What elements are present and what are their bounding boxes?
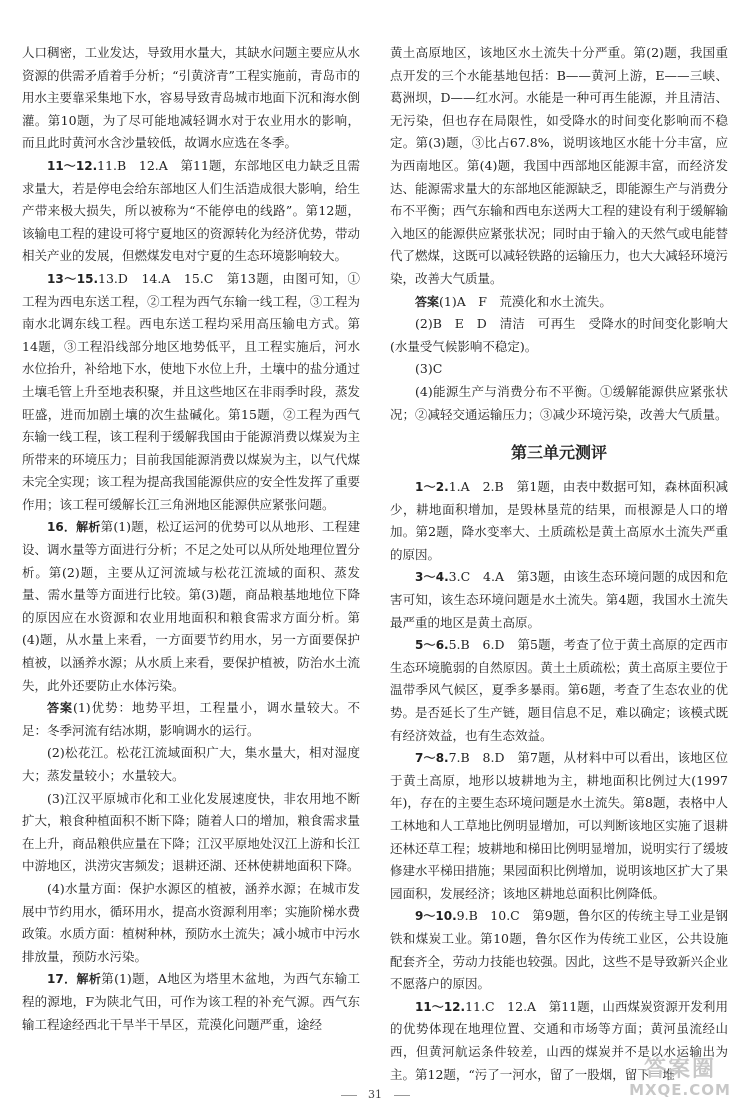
paragraph-text: 11.B 12.A 第11题，东部地区电力缺乏且需求量大，若是停电会给东部地区人们生活造成很大影响，给生产带来极大损失，所以被称为“不能停电的线路”。第12题，该输电工程的建设可将宁夏地区的资源转化为经济优势，带动相关产业的发展，但燃煤发电对宁夏的生态环境影响较大。 — [22, 157, 360, 264]
paragraph-text: 5.B 6.D 第5题，考查了位于黄土高原的定西市生态环境脆弱的自然原因。黄土土质疏松；黄土高原主要位于温带季风气候区，夏季多暴雨。第6题，考查了生态农业的优势。是否延长了生产链，题目信息不足，难以确定；该模式既有经济效益，也有生态效益。 — [390, 637, 729, 743]
paragraph-text: (2)松花江。松花江流域面积广大，集水量大，相对湿度大；蒸发量较小；水量较大。 — [22, 745, 360, 783]
paragraph — [390, 358, 728, 381]
question-label: 9～10. — [415, 909, 457, 924]
paragraph-text: (2)B E D 清洁 可再生 受降水的时间变化影响大(水量受气候影响不稳定)。 — [390, 316, 728, 354]
paragraph-text: 第(1)题，松辽运河的优势可以从地形、工程建设、调水量等方面进行分析；不足之处可以从所处地理位置分析。第(2)题，主要从辽河流域与松花江流域的面积、蒸发量、需水量等方面进行比较。第(3)题，商品粮基地地位下降的原因应在水资源和农业用地面积和粮食需求方面分析。第(4)题，从水量上来看，一方面要节约用水，另一方面要保护植被，以涵养水源；从水质上来看，要保护植被，防治水土流失，此外还要防止水体污染。 — [22, 519, 360, 693]
page-number: 31 — [368, 1088, 382, 1101]
paragraph — [22, 155, 360, 268]
right-column-bottom — [390, 476, 728, 1086]
paragraph-text: 人口稠密，工业发达，导致用水量大，其缺水问题主要应从水资源的供需矛盾着手分析；“引黄济青”工程实施前，青岛市的用水主要靠采集地下水，容易导致青岛城市地面下沉和海水倒灌。第10题，为了尽可能地减轻调水对于农业用水的影响，而且此时黄河水含沙量较低，故调水应选在冬季。 — [22, 45, 360, 151]
paragraph — [22, 742, 360, 787]
question-label: 11～12. — [415, 999, 466, 1014]
question-label: 3～4. — [415, 570, 449, 585]
paragraph-text: (1)A F 荒漠化和水土流失。 — [439, 293, 612, 309]
question-label: 11～12. — [47, 158, 98, 173]
question-label: 16．解析 — [47, 520, 101, 535]
paragraph — [22, 516, 360, 697]
question-label: 17．解析 — [47, 972, 102, 987]
paragraph — [390, 291, 728, 314]
paragraph — [390, 566, 728, 634]
paragraph — [22, 788, 360, 878]
question-label: 答案 — [415, 294, 440, 309]
paragraph-text: 9.B 10.C 第9题，鲁尔区的传统主导工业是钢铁和煤炭工业。第10题，鲁尔区作为传统工业区，公共设施配套齐全，劳动力技能也较强。因此，这些不是导致新兴企业不愿落户的原因。 — [390, 908, 729, 992]
right-column-top — [390, 42, 728, 426]
paragraph — [390, 313, 728, 358]
footer-rule-right — [394, 1095, 410, 1096]
paragraph-text: (1)优势：地势平坦，工程量小，调水量较大。不足：冬季河流有结冰期，影响调水的运行。 — [22, 700, 360, 738]
question-label: 答案 — [47, 701, 73, 716]
paragraph — [22, 968, 360, 1036]
paragraph — [390, 905, 728, 995]
paragraph-text: (4)水量方面：保护水源区的植被，涵养水源；在城市发展中节约用水，循环用水，提高水资源利用率；实施阶梯水费政策。水质方面：植树种林，预防水土流失；减小城市中污水排放量，预防水污染。 — [22, 880, 360, 964]
left-column — [22, 42, 360, 1072]
paragraph-text: 13.D 14.A 15.C 第13题，由图可知，①工程为西电东送工程，②工程为西气东输一线工程，③工程为南水北调东线工程。西电东送工程均采用高压输电方式。第14题，③工程沿线部分地区地势低平，且工程实施后，河水水位抬升，补给地下水，使地下水位上升，土壤中的盐分通过土壤毛管上升至地表积聚，并且这些地区在非雨季时段，蒸发旺盛，进而加剧土壤的次生盐碱化。第15题，②工程为西气东输一线工程，该工程利于缓解我国由于能源消费以煤炭为主所带来的环境压力；目前我国能源消费以煤炭为主，以气代煤未完全实现；该工程为提高我国能源供应的安全性发挥了重要作用；该工程可缓解长江三角洲地区能源供应紧张问题。 — [22, 270, 360, 512]
right-column — [390, 42, 729, 1082]
paragraph — [22, 268, 360, 517]
paragraph-text: 第(1)题，A地区为塔里木盆地，为西气东输工程的源地，F为陕北气田，可作为该工程的补充气源。西气东输工程途经西北干旱半干旱区，荒漠化问题严重，途经 — [22, 971, 361, 1032]
paragraph-text: 1.A 2.B 第1题，由表中数据可知，森林面积减少，耕地面积增加，是毁林垦荒的结果，而根源是人口的增加。第2题，降水变率大、土质疏松是黄土高原水土流失严重的原因。 — [390, 479, 728, 562]
paragraph-text: 11.C 12.A 第11题，山西煤炭资源开发利用的优势体现在地理位置、交通和市场等方面；黄河虽流经山西，但黄河航运条件较差，山西的煤炭并不是以水运输出为主。第12题，“污了一河水，留了一股烟，留下一堆 — [390, 998, 728, 1082]
paragraph — [390, 381, 728, 426]
paragraph — [22, 697, 360, 742]
paragraph — [22, 42, 360, 155]
watermark-top-text: 答案圈 — [643, 1057, 716, 1082]
paragraph-text: 7.B 8.D 第7题，从材料中可以看出，该地区位于黄土高原，地形以坡耕地为主，耕地面积比例过大(1997年)，存在的主要生态环境问题是水土流失。第8题，表格中人工林地和人工草地比例明显增加，可以判断该地区实施了退耕还林还草工程；坡耕地和梯田比例明显增加，说明实行了缓坡修建水平梯田措施；果园面积比例增加，说明该地区扩大了果园面积，发展经济；该地区耕地总面积比例降低。 — [390, 750, 729, 901]
paragraph — [390, 634, 728, 747]
section-title: 第三单元测评 — [510, 443, 607, 463]
question-label: 5～6. — [415, 638, 449, 653]
paragraph — [390, 476, 728, 566]
paragraph — [22, 878, 360, 968]
paragraph-text: 黄土高原地区，该地区水土流失十分严重。第(2)题，我国重点开发的三个水能基地包括：B——黄河上游，E——三峡、葛洲坝，D——红水河。水能是一种可再生能源，并且清洁、无污染，但也存在局限性，如受降水的时间变化影响而不稳定。第(3)题，③比占67.8%，说明该地区水能十分丰富，应为西南地区。第(4)题，我国中西部地区能源丰富，而经济发达、能源需求量大的东部地区能源缺乏，即能源生产与消费分布不平衡；西气东输和西电东送两大工程的建设有利于缓解输入地区的能源供应紧张状况；同时由于输入的天然气或电能替代了燃煤，这既可以减轻铁路的运输压力，也大大减轻环境污染，改善大气质量。 — [390, 45, 728, 286]
paragraph-text: (4)能源生产与消费分布不平衡。①缓解能源供应紧张状况；②减轻交通运输压力；③减少环境污染，改善大气质量。 — [390, 383, 728, 422]
page-body — [22, 42, 729, 1082]
watermark-logo — [620, 1058, 740, 1110]
paragraph-text: (3)C — [415, 361, 443, 377]
question-label: 13～15. — [47, 271, 98, 286]
paragraph — [390, 747, 728, 905]
watermark-bottom-text: MXQE.COM — [629, 1081, 731, 1100]
paragraph-text: (3)江汉平原城市化和工业化发展速度快，非农用地不断扩大，粮食种植面积不断下降；随着人口的增加，粮食需求量在上升，商品粮供应量在下降；江汉平原地处汉江上游和长江中游地区，洪涝灾害频发；退耕还湖、还林使耕地面积下降。 — [22, 790, 360, 874]
footer-rule-left — [341, 1095, 357, 1096]
paragraph-text: 3.C 4.A 第3题，由该生态环境问题的成因和危害可知，该生态环境问题是水土流失。第4题，我国水土流失最严重的地区是黄土高原。 — [390, 569, 728, 630]
paragraph — [390, 42, 728, 291]
question-label: 1～2. — [415, 480, 449, 495]
question-label: 7～8. — [415, 751, 449, 766]
